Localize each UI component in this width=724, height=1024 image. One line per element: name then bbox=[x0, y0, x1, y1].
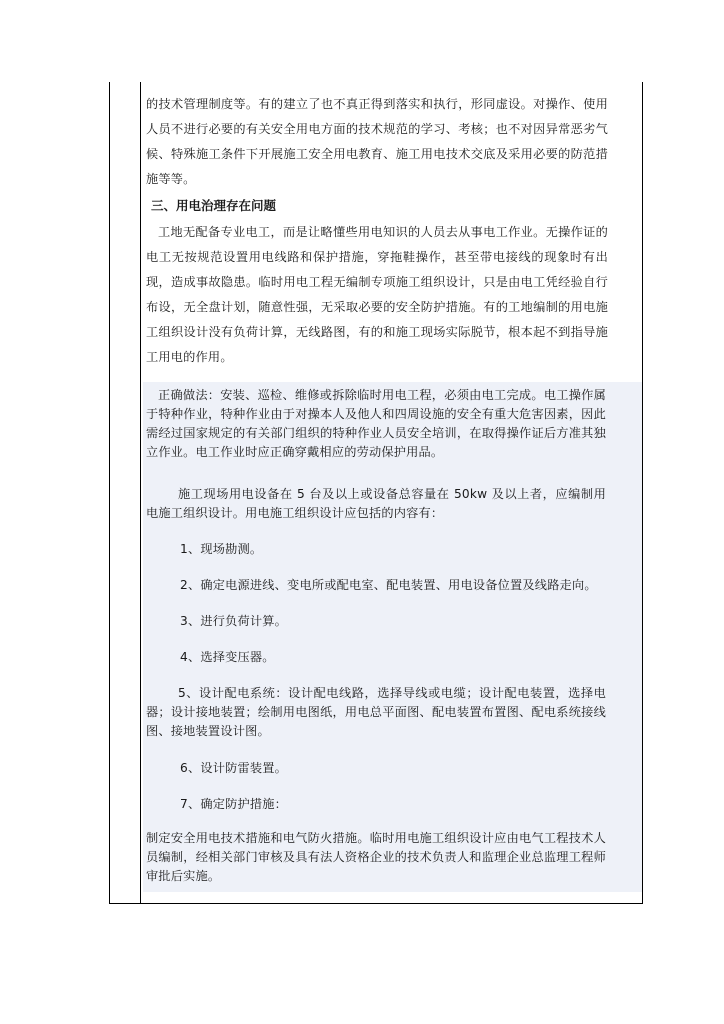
section-heading-problems: 三、用电治理存在问题 bbox=[151, 198, 277, 213]
table-label-column bbox=[110, 82, 141, 903]
design-item: 2、确定电源进线、变电所或配电室、配电装置、用电设备位置及线路走向。 bbox=[180, 578, 597, 592]
design-item: 4、选择变压器。 bbox=[180, 650, 275, 664]
design-item: 3、进行负荷计算。 bbox=[180, 614, 288, 628]
design-item: 6、设计防雷装置。 bbox=[180, 761, 288, 775]
paragraph-problems: 工地无配备专业电工，而是让略懂些用电知识的人员去从事电工作业。无操作证的电工无按规范设置用电线路和保护措施，穿拖鞋操作，甚至带电接线的现象时有出现，造成事故隐患。临时用电工程无编制专项施工组织设计，只是由电工凭经验自行布设，无全盘计划，随意性强，无采取必要的安全防护措施。有的工地编制的用电施工组织设计没有负荷计算，无线路图，有的和施工现场实际脱节，根本起不到指导施工用电的作用。 bbox=[146, 225, 608, 364]
design-item: 7、确定防护措施： bbox=[180, 797, 288, 811]
paragraph-management-system: 的技术管理制度等。有的建立了也不真正得到落实和执行，形同虚设。对操作、使用人员不进行必要的有关安全用电方面的技术规范的学习、考核；也不对因异常恶劣气候、特殊施工条件下开展施工安全用电教育、施工用电技术交底及采用必要的防范措施等等。 bbox=[146, 97, 608, 186]
upper-text-block bbox=[146, 92, 608, 370]
paragraph-design-intro: 施工现场用电设备在 5 台及以上或设备总容量在 50kw 及以上者，应编制用电施工组织设计。用电施工组织设计应包括的内容有： bbox=[146, 487, 606, 520]
paragraph-closing: 制定安全用电技术措施和电气防火措施。临时用电施工组织设计应由电气工程技术人员编制，经相关部门审核及具有法人资格企业的技术负责人和监理企业总监理工程师审批后实施。 bbox=[146, 831, 606, 883]
design-item: 1、现场勘测。 bbox=[180, 542, 263, 556]
document-table bbox=[109, 82, 643, 904]
design-item: 5、设计配电系统：设计配电线路，选择导线或电缆；设计配电装置，选择电器；设计接地装置；绘制用电图纸，用电总平面图、配电装置布置图、配电系统接线图、接地装置设计图。 bbox=[146, 686, 606, 738]
paragraph-correct-method: 正确做法：安装、巡检、维修或拆除临时用电工程，必须由电工完成。电工操作属于特种作业，特种作业由于对操本人及他人和四周设施的安全有重大危害因素，因此需经过国家规定的有关部门组织的特种作业人员安全培训，在取得操作证后方准其独立作业。电工作业时应正确穿戴相应的劳动保护用品。 bbox=[146, 388, 606, 459]
